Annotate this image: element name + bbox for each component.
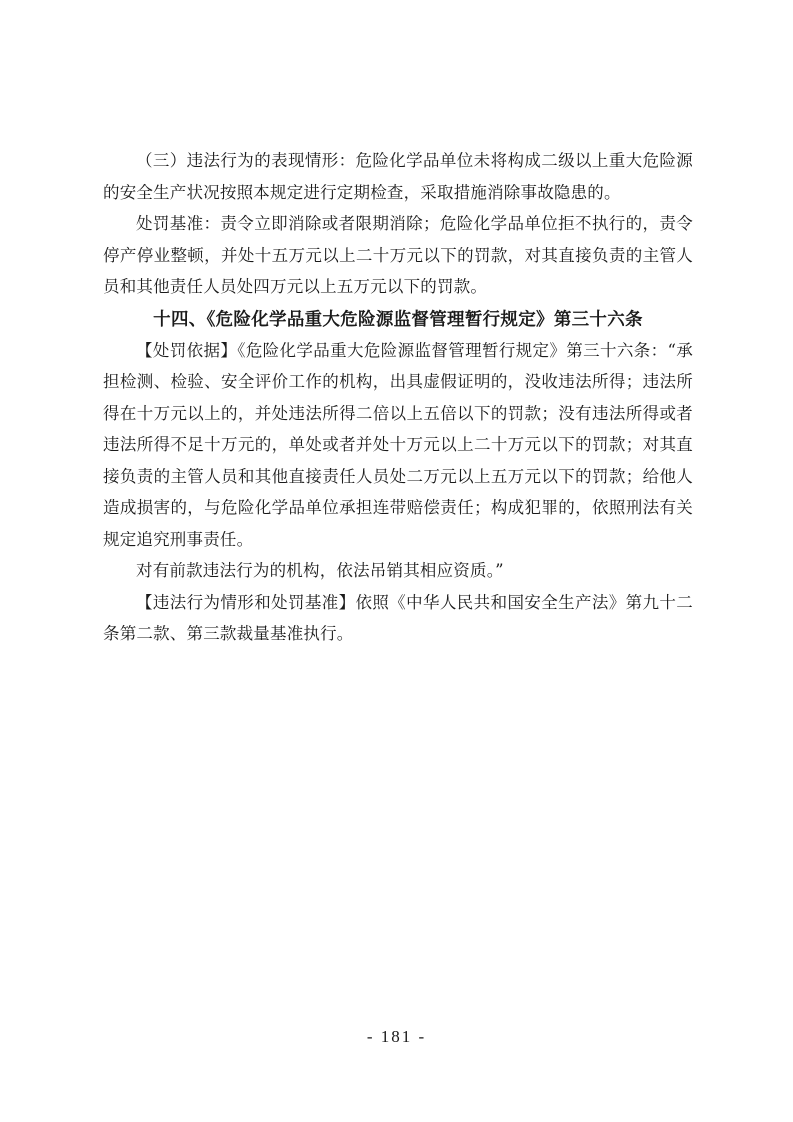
paragraph-violation-and-penalty-standard: 【违法行为情形和处罚基准】依照《中华人民共和国安全生产法》第九十二条第二款、第三款裁量基准执行。: [103, 592, 693, 643]
paragraph-violation-circumstance: （三）违法行为的表现情形：危险化学品单位未将构成二级以上重大危险源的安全生产状况按照本规定进行定期检查，采取措施消除事故隐患的。: [103, 151, 693, 202]
paragraph-penalty-basis: 【处罚依据】《危险化学品重大危险源监督管理暂行规定》第三十六条：“承担检测、检验、安全评价工作的机构，出具虚假证明的，没收违法所得；违法所得在十万元以上的，并处违法所得二倍以上五倍以下的罚款；没有违法所得或者违法所得不足十万元的，单处或者并处十万元以上二十万元以下的罚款；对其直接负责的主管人员和其他直接责任人员处二万元以上五万元以下的罚款；给他人造成损害的，与危险化学品单位承担连带赔偿责任；构成犯罪的，依照刑法有关规定追究刑事责任。: [103, 340, 693, 549]
paragraph-penalty-standard: 处罚基准：责令立即消除或者限期消除；危险化学品单位拒不执行的，责令停产停业整顿，并处十五万元以上二十万元以下的罚款，对其直接负责的主管人员和其他责任人员处四万元以上五万元以下的罚款。: [103, 214, 693, 296]
page-number: - 181 -: [366, 1027, 427, 1046]
page-body: [103, 145, 693, 650]
paragraph-revoke-qualification: 对有前款违法行为的机构，依法吊销其相应资质。”: [136, 561, 504, 580]
section-heading: 十四、《危险化学品重大危险源监督管理暂行规定》第三十六条: [153, 309, 643, 330]
